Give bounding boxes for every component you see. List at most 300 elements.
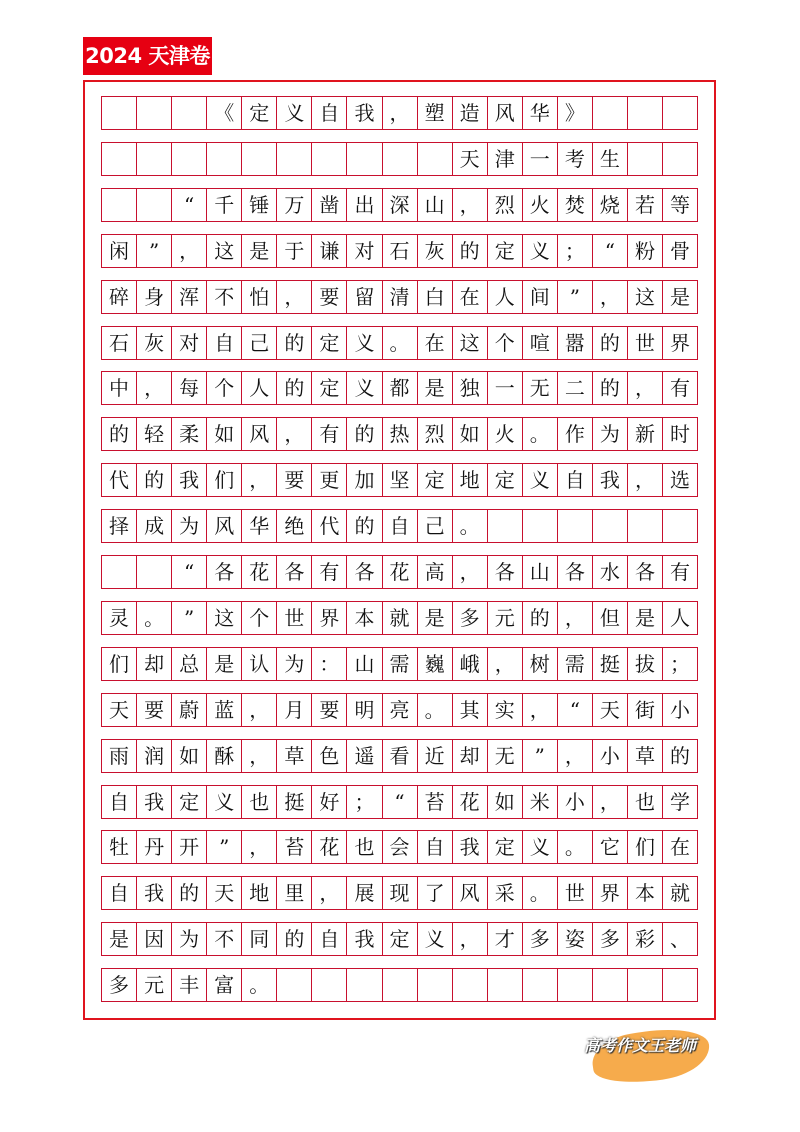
grid-cell [312,143,347,175]
grid-cell: 拔 [628,648,663,680]
grid-cell: 自 [383,510,418,542]
grid-cell: 天 [453,143,488,175]
grid-cell: 轻 [137,418,172,450]
grid-cell: 如 [488,786,523,818]
grid-cell: 牡 [102,831,137,863]
grid-cell: 但 [593,602,628,634]
grid-cell: 塑 [418,97,453,129]
grid-cell: 若 [628,189,663,221]
grid-cell: 多 [523,923,558,955]
grid-cell: 世 [628,327,663,359]
grid-cell: 有 [670,560,691,584]
grid-cell: ， [593,786,628,818]
grid-cell: 界 [312,602,347,634]
grid-cell: 多 [593,923,628,955]
grid-cell: 了 [418,877,453,909]
grid-cell: 清 [383,281,418,313]
grid-cell [663,143,697,175]
grid-cell: 小 [670,698,691,722]
grid-cell: 丰 [172,969,207,1001]
grid-cell: 世 [558,877,593,909]
grid-cell: 个 [488,327,523,359]
grid-cell: 明 [347,694,382,726]
grid-cell: 。 [523,877,558,909]
grid-cell: 天 [207,877,242,909]
grid-cell: 粉 [628,235,663,267]
grid-row [101,326,698,360]
grid-cell: 是 [207,648,242,680]
grid-cell: 个 [207,372,242,404]
grid-cell: “ [172,556,207,588]
grid-cell: 学 [670,790,691,814]
grid-cell: 姿 [558,923,593,955]
grid-cell: 山 [418,189,453,221]
grid-cell: 作 [558,418,593,450]
grid-cell: 嚣 [558,327,593,359]
grid-row [101,739,698,773]
grid-cell: 也 [628,786,663,818]
grid-cell: ， [453,189,488,221]
grid-cell: 凿 [312,189,347,221]
grid-cell [663,97,697,129]
grid-cell [558,969,593,1001]
grid-cell: ， [453,556,488,588]
grid-cell: 万 [277,189,312,221]
grid-cell: 草 [277,740,312,772]
grid-cell: 义 [347,327,382,359]
grid-cell: ， [558,602,593,634]
grid-cell [172,143,207,175]
grid-cell: 定 [242,97,277,129]
grid-cell: 山 [347,648,382,680]
grid-row [101,142,698,176]
grid-cell: 米 [523,786,558,818]
grid-cell: 实 [488,694,523,726]
grid-cell: 不 [207,281,242,313]
grid-cell: 热 [383,418,418,450]
grid-cell: 的 [593,372,628,404]
grid-cell: 自 [312,97,347,129]
grid-cell: 代 [102,464,137,496]
grid-cell: 灰 [418,235,453,267]
watermark [580,1025,730,1085]
grid-cell: 我 [347,97,382,129]
grid-cell: 烈 [488,189,523,221]
grid-cell: 都 [383,372,418,404]
grid-cell: 《 [207,97,242,129]
grid-cell: 一 [523,143,558,175]
grid-cell: 闲 [102,235,137,267]
grid-cell: 有 [670,376,691,400]
grid-cell: 是 [102,923,137,955]
grid-cell: 人 [670,606,691,630]
grid-cell: 各 [628,556,663,588]
grid-cell: 定 [383,923,418,955]
grid-cell [418,143,453,175]
grid-cell [207,143,242,175]
grid-cell: ： [312,648,347,680]
grid-cell: 是 [628,602,663,634]
grid-cell: 我 [137,786,172,818]
grid-cell [312,969,347,1001]
grid-row [101,188,698,222]
grid-cell: 代 [312,510,347,542]
grid-cell: 一 [488,372,523,404]
grid-cell [172,97,207,129]
grid-cell: 山 [523,556,558,588]
grid-cell: ， [242,740,277,772]
grid-cell: 们 [102,648,137,680]
grid-cell: 烈 [418,418,453,450]
grid-cell: 义 [207,786,242,818]
grid-cell: 生 [593,143,628,175]
grid-cell: 义 [523,831,558,863]
grid-cell: 花 [383,556,418,588]
grid-cell: 小 [593,740,628,772]
grid-cell: 义 [418,923,453,955]
grid-cell: 己 [242,327,277,359]
grid-cell: 谦 [312,235,347,267]
grid-cell: 我 [453,831,488,863]
grid-cell: 为 [277,648,312,680]
grid-cell: 富 [207,969,242,1001]
grid-cell: 是 [242,235,277,267]
grid-cell: ； [670,652,691,676]
grid-cell: ； [347,786,382,818]
grid-cell: 出 [347,189,382,221]
grid-cell [453,969,488,1001]
grid-cell [102,97,137,129]
grid-cell: 。 [523,418,558,450]
grid-cell: 元 [488,602,523,634]
grid-cell: 义 [347,372,382,404]
grid-cell: 本 [347,602,382,634]
grid-cell: 定 [312,372,347,404]
grid-cell: 挺 [593,648,628,680]
grid-cell: 定 [488,464,523,496]
grid-cell: 要 [312,694,347,726]
grid-row [101,234,698,268]
grid-cell [277,969,312,1001]
grid-cell: 的 [277,923,312,955]
grid-cell: 认 [242,648,277,680]
grid-cell: ， [628,464,663,496]
grid-cell: 高 [418,556,453,588]
grid-cell: 择 [102,510,137,542]
grid-cell: 亮 [383,694,418,726]
grid-cell: 华 [523,97,558,129]
grid-cell: 彩 [628,923,663,955]
grid-cell: 街 [628,694,663,726]
grid-cell: 遥 [347,740,382,772]
grid-cell: 如 [453,418,488,450]
grid-cell: 独 [453,372,488,404]
grid-cell: 等 [670,193,691,217]
grid-cell: 的 [137,464,172,496]
grid-cell: 是 [418,372,453,404]
grid-cell: 各 [207,556,242,588]
grid-cell: 的 [172,877,207,909]
grid-cell: 自 [418,831,453,863]
grid-cell: ” [137,235,172,267]
grid-cell: 绝 [277,510,312,542]
grid-cell: 苔 [418,786,453,818]
grid-cell: 天 [102,694,137,726]
grid-cell: ” [523,740,558,772]
grid-cell: 就 [670,881,691,905]
grid-cell [418,969,453,1001]
grid-row [101,968,698,1002]
grid-cell: 地 [242,877,277,909]
grid-cell: 这 [453,327,488,359]
grid-cell: 各 [558,556,593,588]
grid-cell: 天 [593,694,628,726]
grid-cell: 新 [628,418,663,450]
grid-cell: 苔 [277,831,312,863]
grid-cell: 坚 [383,464,418,496]
grid-cell: 同 [242,923,277,955]
grid-cell: 花 [242,556,277,588]
grid-cell: 我 [137,877,172,909]
grid-cell: 要 [277,464,312,496]
grid-cell: 蓝 [207,694,242,726]
grid-cell: 蔚 [172,694,207,726]
grid-row [101,371,698,405]
grid-cell: 也 [347,831,382,863]
grid-cell: 风 [453,877,488,909]
grid-cell: 的 [102,418,137,450]
grid-cell: 如 [207,418,242,450]
grid-cell: 自 [102,877,137,909]
grid-cell [242,143,277,175]
grid-cell: 二 [558,372,593,404]
grid-cell: 锤 [242,189,277,221]
grid-cell: 我 [347,923,382,955]
grid-cell: 千 [207,189,242,221]
grid-row [101,693,698,727]
grid-cell: 。 [558,831,593,863]
grid-cell: 却 [137,648,172,680]
grid-cell: 的 [670,744,691,768]
grid-cell: 润 [137,740,172,772]
grid-cell: 多 [453,602,488,634]
grid-cell: 灰 [137,327,172,359]
grid-cell: ” [558,281,593,313]
grid-cell: 灵 [102,602,137,634]
grid-cell: 树 [523,648,558,680]
grid-cell: 考 [558,143,593,175]
grid-cell: 成 [137,510,172,542]
grid-cell: 的 [347,418,382,450]
grid-cell: 对 [172,327,207,359]
grid-cell: 却 [453,740,488,772]
grid-row [101,417,698,451]
grid-cell: 展 [347,877,382,909]
grid-cell: 花 [312,831,347,863]
grid-cell: 选 [670,468,691,492]
grid-cell: 它 [593,831,628,863]
grid-cell: 总 [172,648,207,680]
grid-cell [137,97,172,129]
grid-cell: “ [383,786,418,818]
grid-cell: 有 [312,556,347,588]
grid-cell: 要 [137,694,172,726]
grid-cell [593,97,628,129]
grid-cell: ， [628,372,663,404]
grid-cell [347,143,382,175]
grid-cell: 多 [102,969,137,1001]
grid-cell [102,189,137,221]
grid-cell: 人 [242,372,277,404]
grid-cell [488,510,523,542]
grid-cell: ， [242,464,277,496]
grid-cell [137,556,172,588]
grid-cell: 开 [172,831,207,863]
grid-cell: 的 [277,327,312,359]
grid-cell: 草 [628,740,663,772]
grid-cell: 身 [137,281,172,313]
watermark-text: 高考作文王老师 [584,1036,697,1055]
grid-row [101,785,698,819]
grid-cell: 有 [312,418,347,450]
grid-cell: 需 [558,648,593,680]
grid-cell: 。 [383,327,418,359]
grid-cell: 义 [277,97,312,129]
grid-cell: 好 [312,786,347,818]
grid-cell: 每 [172,372,207,404]
grid-cell: 现 [383,877,418,909]
grid-cell [593,510,628,542]
grid-cell [593,969,628,1001]
grid-cell: 界 [593,877,628,909]
grid-cell: 其 [453,694,488,726]
grid-row [101,647,698,681]
grid-cell: 无 [523,372,558,404]
grid-cell [558,510,593,542]
grid-cell: 烧 [593,189,628,221]
grid-cell: 我 [593,464,628,496]
grid-cell: 。 [242,969,277,1001]
grid-cell: 骨 [670,239,691,263]
grid-cell: 们 [207,464,242,496]
grid-cell: 风 [488,97,523,129]
grid-cell: 为 [593,418,628,450]
grid-cell: 、 [670,927,691,951]
grid-cell: 时 [670,422,691,446]
grid-cell: 人 [488,281,523,313]
grid-cell: 小 [558,786,593,818]
grid-cell: 就 [383,602,418,634]
grid-cell: ” [207,831,242,863]
grid-cell [628,97,663,129]
grid-cell: 自 [558,464,593,496]
grid-cell: 我 [172,464,207,496]
grid-cell: 对 [347,235,382,267]
grid-cell [137,143,172,175]
grid-cell: 各 [488,556,523,588]
grid-cell: 浑 [172,281,207,313]
grid-cell: ， [383,97,418,129]
grid-cell: “ [172,189,207,221]
grid-cell: 无 [488,740,523,772]
grid-cell: 。 [418,694,453,726]
grid-cell: 月 [277,694,312,726]
grid-cell: 为 [172,923,207,955]
grid-cell: 自 [207,327,242,359]
grid-cell: 定 [488,831,523,863]
exam-badge: 2024 天津卷 [83,37,212,75]
grid-cell: 元 [137,969,172,1001]
grid-cell: 火 [523,189,558,221]
grid-cell: ， [312,877,347,909]
grid-cell [383,969,418,1001]
grid-cell: 义 [523,464,558,496]
grid-cell: 在 [453,281,488,313]
grid-row [101,509,698,543]
grid-cell: 自 [312,923,347,955]
grid-cell: ， [488,648,523,680]
grid-cell: “ [593,235,628,267]
grid-cell: 喧 [523,327,558,359]
grid-cell: 柔 [172,418,207,450]
grid-cell [628,143,663,175]
grid-cell: 里 [277,877,312,909]
grid-row [101,876,698,910]
grid-cell: 定 [312,327,347,359]
grid-cell: 于 [277,235,312,267]
grid-cell: 本 [628,877,663,909]
grid-cell: 石 [102,327,137,359]
grid-cell: 己 [418,510,453,542]
grid-cell: 的 [593,327,628,359]
grid-cell: 定 [172,786,207,818]
grid-cell: ， [277,281,312,313]
grid-cell: ； [558,235,593,267]
grid-cell: 个 [242,602,277,634]
grid-cell: 定 [418,464,453,496]
grid-cell [523,969,558,1001]
grid-cell [663,510,697,542]
grid-cell: 间 [523,281,558,313]
grid-cell: “ [558,694,593,726]
grid-cell: 碎 [102,281,137,313]
grid-cell: 在 [418,327,453,359]
grid-cell [663,969,697,1001]
grid-cell: 中 [102,372,137,404]
grid-cell: 色 [312,740,347,772]
grid-cell: 。 [137,602,172,634]
grid-cell: 水 [593,556,628,588]
grid-cell: 义 [523,235,558,267]
grid-cell: 这 [207,235,242,267]
grid-cell: 要 [312,281,347,313]
grid-cell [523,510,558,542]
grid-cell: 的 [453,235,488,267]
grid-row [101,555,698,589]
grid-cell: ， [242,694,277,726]
grid-row [101,96,698,130]
grid-cell: 雨 [102,740,137,772]
grid-cell: 火 [488,418,523,450]
grid-cell: 为 [172,510,207,542]
grid-cell [137,189,172,221]
grid-cell: 深 [383,189,418,221]
grid-row [101,922,698,956]
grid-cell: 因 [137,923,172,955]
grid-cell: 的 [347,510,382,542]
grid-cell: 各 [277,556,312,588]
grid-row [101,463,698,497]
